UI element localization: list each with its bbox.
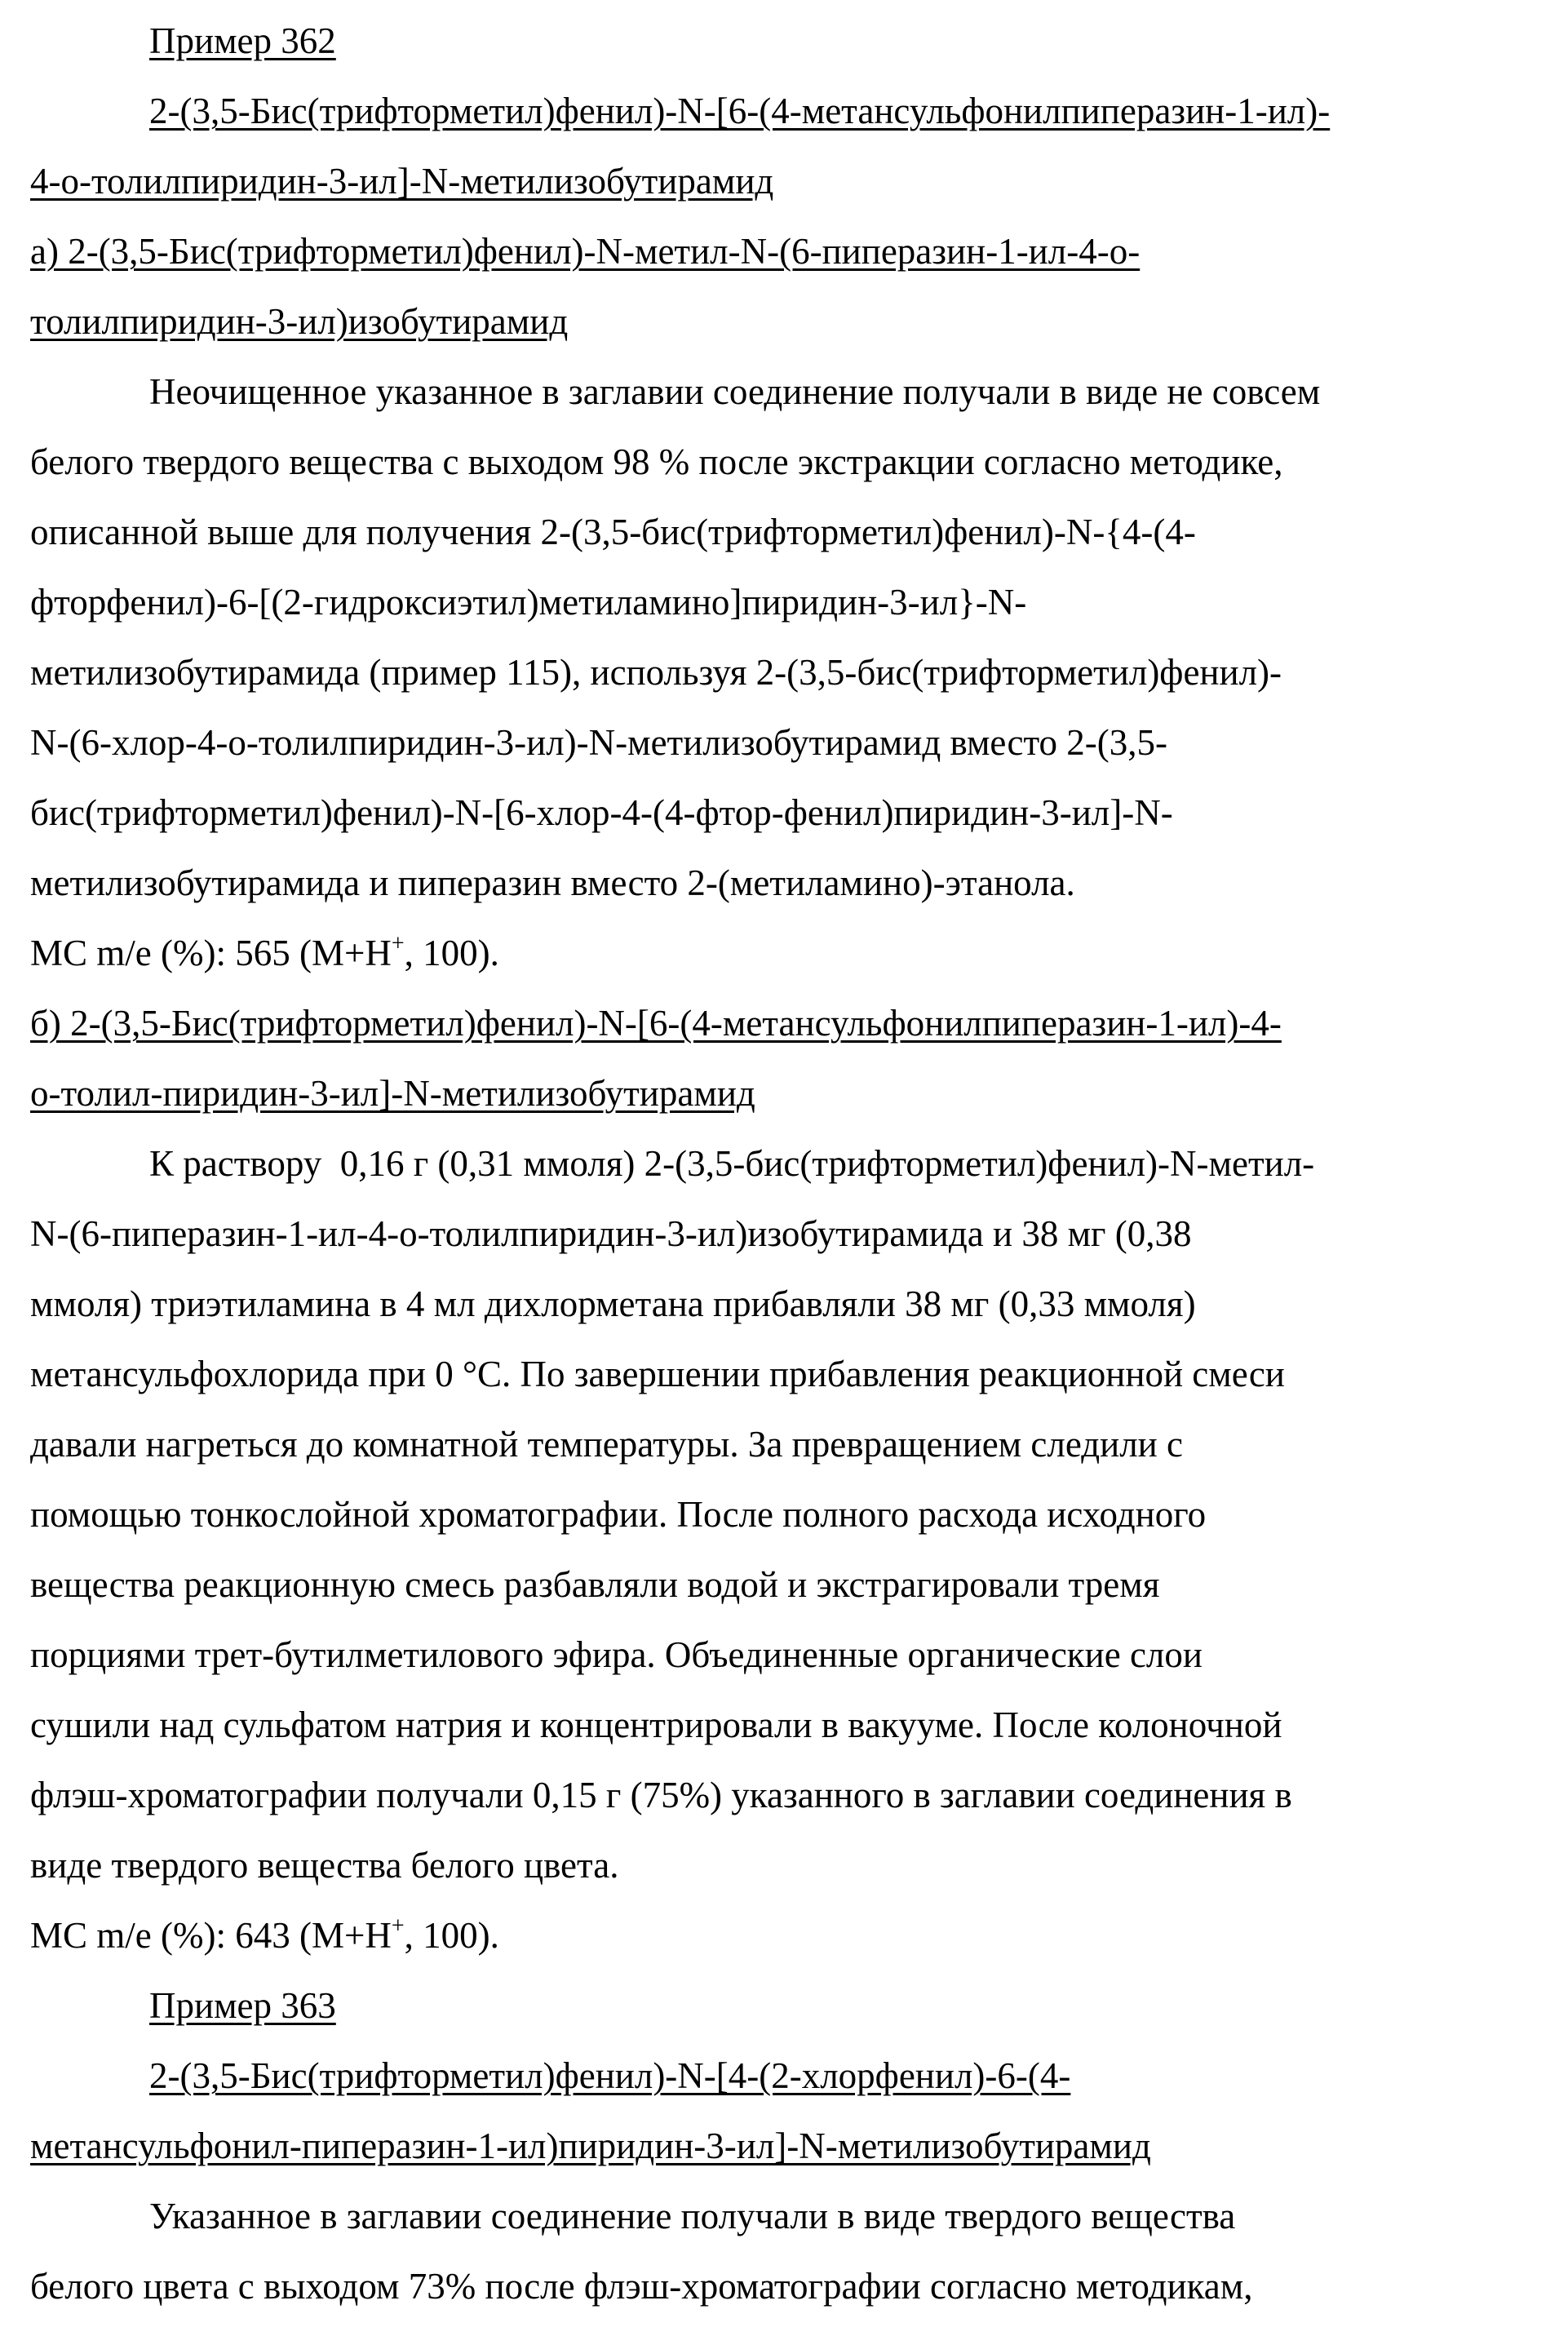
step-b-title-line [0,988,1568,1058]
paragraph-line: флэш-хроматографии получали 0,15 г (75%) указанного в заглавии соединения в [0,1760,1568,1830]
paragraph-line: метилизобутирамида (пример 115), используя 2-(3,5-бис(трифторметил)фенил)- [0,637,1568,707]
step-a-title-line [0,286,1568,357]
paragraph-line: N-(6-хлор-4-о-толилпиридин-3-ил)-N-метилизобутирамид вместо 2-(3,5- [0,707,1568,778]
example-362-title-line [0,146,1568,216]
title-text: 2-(3,5-Бис(трифторметил)фенил)-N-[6-(4-метансульфонилпиперазин-1-ил)- [149,91,1330,131]
paragraph-line: сушили над сульфатом натрия и концентрировали в вакууме. После колоночной [0,1690,1568,1760]
title-text: толилпиридин-3-ил)изобутирамид [30,301,568,342]
ms-superscript: + [392,1913,405,1939]
paragraph-line: метилизобутирамида и пиперазин вместо 2-(метиламино)-этанола. [0,848,1568,918]
example-363-heading [0,1970,1568,2041]
paragraph-line: метансульфохлорида при 0 °C. По завершении прибавления реакционной смеси [0,1339,1568,1409]
example-362-heading [0,6,1568,76]
paragraph-line: вещества реакционную смесь разбавляли водой и экстрагировали тремя [0,1549,1568,1620]
paragraph-line: бис(трифторметил)фенил)-N-[6-хлор-4-(4-фтор-фенил)пиридин-3-ил]-N- [0,778,1568,848]
example-363-title-line [0,2041,1568,2111]
step-a-title-line [0,216,1568,286]
example-362-title-line [0,76,1568,146]
ms-text: , 100). [405,1915,499,1956]
ms-text: МС m/e (%): 565 (M+H [30,933,392,973]
paragraph-line: Неочищенное указанное в заглавии соединение получали в виде не совсем [0,357,1568,427]
title-text: 2-(3,5-Бис(трифторметил)фенил)-N-[4-(2-хлорфенил)-6-(4- [149,2055,1070,2096]
paragraph-line: виде твердого вещества белого цвета. [0,1830,1568,1900]
ms-text: , 100). [405,933,499,973]
ms-superscript: + [392,931,405,956]
document-page [0,6,1568,2321]
paragraph-line: белого цвета с выходом 73% после флэш-хроматографии согласно методикам, [0,2251,1568,2321]
paragraph-line: N-(6-пиперазин-1-ил-4-о-толилпиридин-3-ил)изобутирамида и 38 мг (0,38 [0,1199,1568,1269]
title-text: а) 2-(3,5-Бис(трифторметил)фенил)-N-метил-N-(6-пиперазин-1-ил-4-о- [30,231,1140,272]
step-b-title-line [0,1058,1568,1128]
paragraph-line: ммоля) триэтиламина в 4 мл дихлорметана прибавляли 38 мг (0,33 ммоля) [0,1269,1568,1339]
heading-text: Пример 363 [149,1985,336,2026]
paragraph-line: описанной выше для получения 2-(3,5-бис(трифторметил)фенил)-N-{4-(4- [0,497,1568,567]
title-text: о-толил-пиридин-3-ил]-N-метилизобутирамид [30,1073,755,1114]
title-text: 4-о-толилпиридин-3-ил]-N-метилизобутирамид [30,161,773,202]
paragraph-line: фторфенил)-6-[(2-гидроксиэтил)метиламино]пиридин-3-ил}-N- [0,567,1568,637]
example-363-title-line [0,2111,1568,2181]
title-text: б) 2-(3,5-Бис(трифторметил)фенил)-N-[6-(4-метансульфонилпиперазин-1-ил)-4- [30,1003,1282,1044]
paragraph-line: белого твердого вещества с выходом 98 % после экстракции согласно методике, [0,427,1568,497]
ms-text: МС m/e (%): 643 (M+H [30,1915,392,1956]
paragraph-line: помощью тонкослойной хроматографии. После полного расхода исходного [0,1479,1568,1549]
ms-line [0,918,1568,988]
heading-text: Пример 362 [149,20,336,61]
paragraph-line: К раствору 0,16 г (0,31 ммоля) 2-(3,5-бис(трифторметил)фенил)-N-метил- [0,1128,1568,1199]
paragraph-line: давали нагреться до комнатной температуры. За превращением следили с [0,1409,1568,1479]
paragraph-line: Указанное в заглавии соединение получали в виде твердого вещества [0,2181,1568,2251]
title-text: метансульфонил-пиперазин-1-ил)пиридин-3-ил]-N-метилизобутирамид [30,2125,1151,2166]
paragraph-line: порциями трет-бутилметилового эфира. Объединенные органические слои [0,1620,1568,1690]
ms-line [0,1900,1568,1970]
